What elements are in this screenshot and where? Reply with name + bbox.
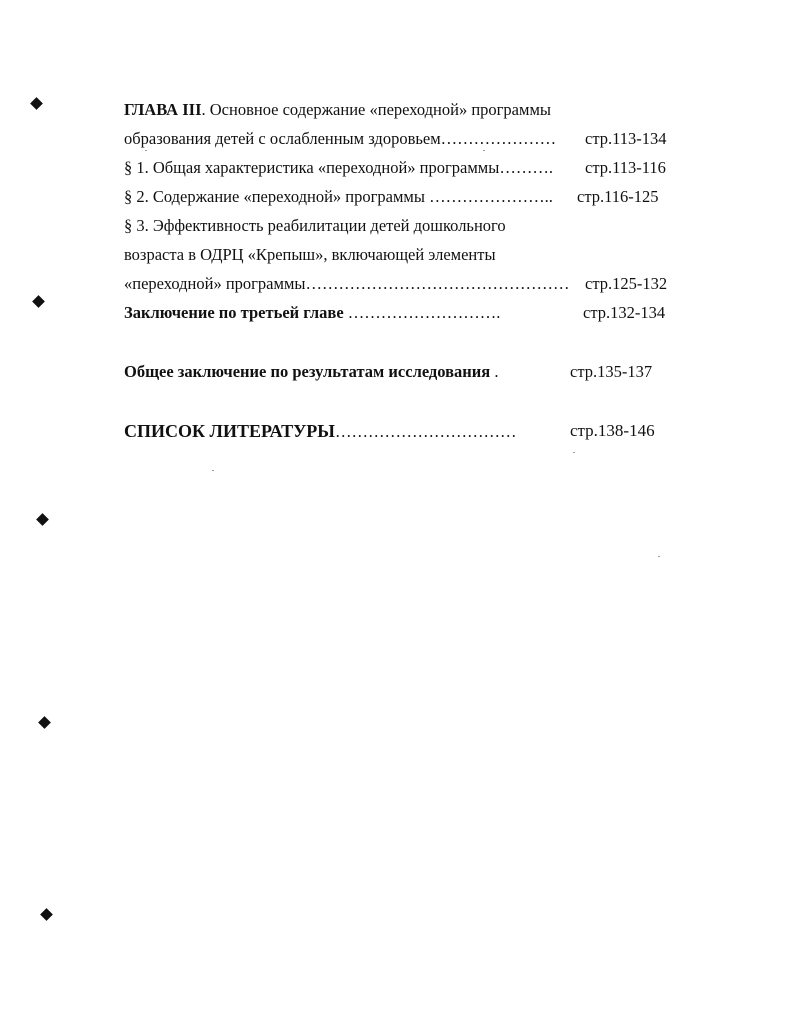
section2-pages: стр.116-125	[577, 187, 659, 206]
section3-leader: …………………………………………	[305, 274, 570, 293]
chapter3-pages: стр.113-134	[585, 129, 667, 148]
conclusion3-pages: стр.132-134	[583, 303, 666, 322]
chapter3-title-rest: . Основное содержание «переходной» программы	[201, 100, 551, 119]
general-conclusion-leader: .	[490, 362, 499, 381]
toc-conclusion3	[124, 303, 500, 323]
toc-section1	[124, 158, 553, 178]
binder-hole-mark	[36, 513, 49, 526]
section1-pages: стр.113-116	[585, 158, 666, 177]
chapter3-title-bold: ГЛАВА III	[124, 100, 202, 119]
bibliography-leader: ……………………………	[334, 422, 517, 441]
binder-hole-mark	[32, 295, 45, 308]
binder-hole-mark	[30, 97, 43, 110]
bibliography-pages: стр.138-146	[570, 421, 655, 440]
general-conclusion-text: Общее заключение по результатам исследования	[124, 362, 491, 381]
general-conclusion-pages: стр.135-137	[570, 362, 653, 381]
scan-speck	[145, 150, 147, 151]
section2-text: § 2. Содержание «переходной» программы	[124, 187, 425, 206]
scan-speck	[658, 556, 660, 557]
toc-general-conclusion	[124, 362, 498, 382]
conclusion3-leader: ……………………….	[343, 303, 501, 322]
section2-leader: …………………..	[424, 187, 553, 206]
section1-leader: ……….	[499, 158, 553, 177]
scan-speck	[212, 470, 214, 471]
binder-hole-mark	[38, 716, 51, 729]
section1-text: § 1. Общая характеристика «переходной» программы	[124, 158, 500, 177]
toc-chapter3-title	[124, 100, 551, 120]
section3-line3-text: «переходной» программы	[124, 274, 306, 293]
section3-pages: стр.125-132	[585, 274, 668, 293]
toc-chapter3-line2	[124, 129, 556, 149]
chapter3-line2-text: образования детей с ослабленным здоровьем	[124, 129, 441, 148]
toc-section2	[124, 187, 553, 207]
toc-section3-line1: § 3. Эффективность реабилитации детей дошкольного	[124, 216, 506, 235]
conclusion3-text: Заключение по третьей главе	[124, 303, 344, 322]
toc-bibliography	[124, 421, 516, 442]
toc-section3-line2: возраста в ОДРЦ «Крепыш», включающей элементы	[124, 245, 496, 264]
scan-speck	[573, 452, 575, 453]
chapter3-leader: …………………	[440, 129, 557, 148]
binder-hole-mark	[40, 908, 53, 921]
scan-speck	[483, 150, 485, 151]
toc-section3-line3	[124, 274, 569, 294]
bibliography-text: СПИСОК ЛИТЕРАТУРЫ	[124, 421, 335, 441]
